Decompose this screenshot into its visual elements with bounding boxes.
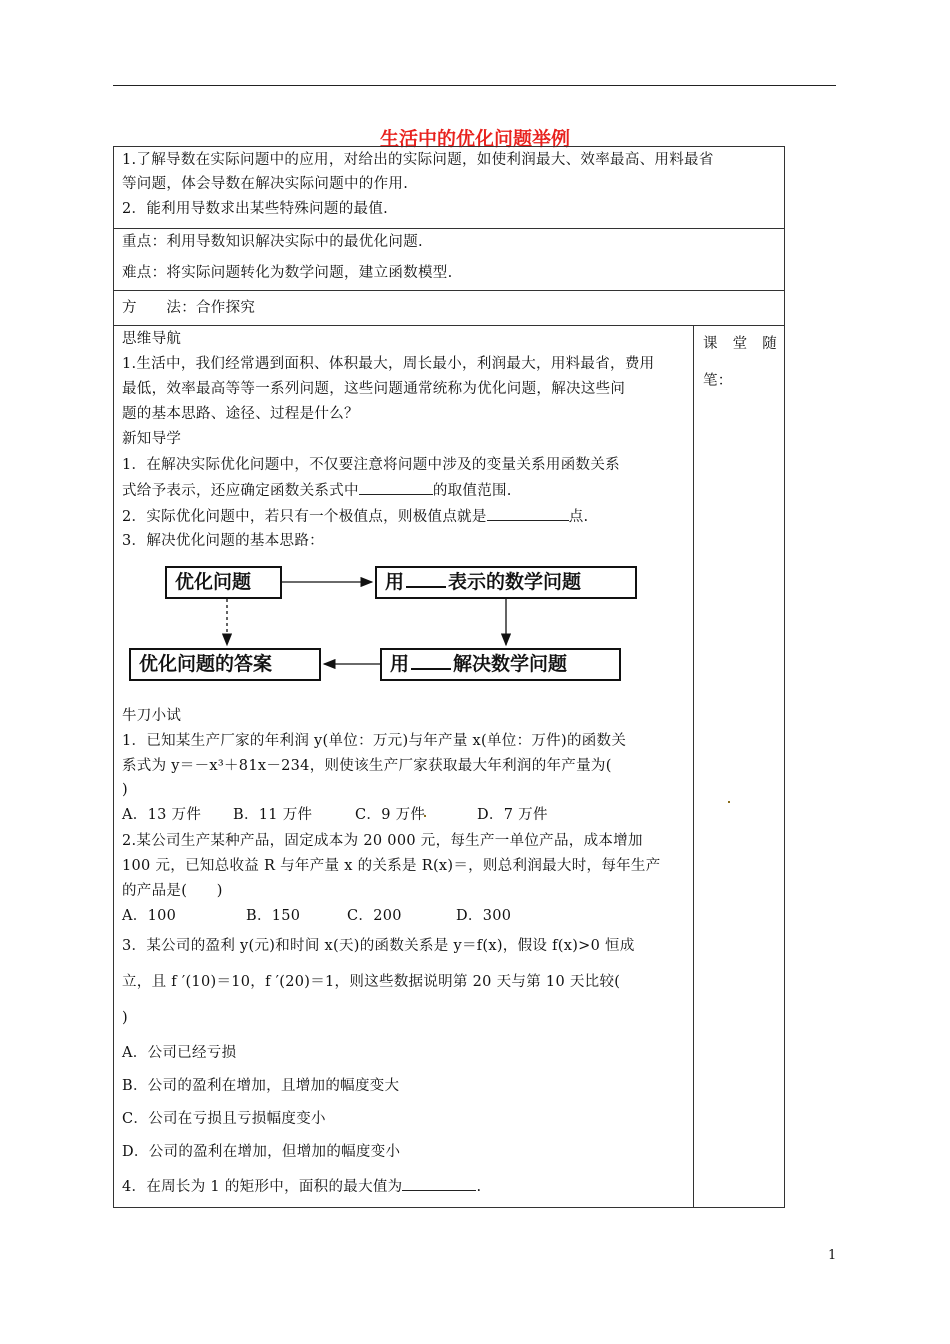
- option: B．11 万件: [233, 807, 313, 823]
- objective-line: 2．能利用导数求出某些特殊问题的最值.: [122, 201, 389, 217]
- thinking-line: 题的基本思路、途径、过程是什么？: [122, 406, 359, 422]
- method: 方 法：合作探究: [122, 300, 256, 316]
- knowledge-line: 3．解决优化问题的基本思路：: [122, 533, 324, 549]
- option: A．100: [122, 908, 177, 924]
- difficult-point: 难点：将实际问题转化为数学问题，建立函数模型.: [122, 265, 453, 281]
- question-line: 2.某公司生产某种产品，固定成本为 20 000 元，每生产一单位产品，成本增加: [122, 833, 643, 849]
- option: A．13 万件: [122, 807, 202, 823]
- option: D．7 万件: [477, 807, 548, 823]
- section-heading: 新知导学: [122, 431, 182, 447]
- option: C．公司在亏损且亏损幅度变小: [122, 1111, 326, 1127]
- flow-text: 表示的数学问题: [448, 571, 582, 593]
- option: D．公司的盈利在增加，但增加的幅度变小: [122, 1144, 401, 1160]
- knowledge-text: 2．实际优化问题中，若只有一个极值点，则极值点就是: [122, 509, 487, 525]
- question-line: [122, 1176, 687, 1197]
- objective-line: 1.了解导数在实际问题中的应用，对给出的实际问题，如使利润最大、效率最高、用料最省: [122, 152, 714, 168]
- flow-box-answer: 优化问题的答案: [129, 648, 321, 681]
- knowledge-text: 点.: [568, 509, 589, 525]
- knowledge-text: 式给予表示，还应确定函数关系式中: [122, 483, 359, 499]
- option: B．公司的盈利在增加，且增加的幅度变大: [122, 1078, 400, 1094]
- objective-line: 等问题，体会导数在解决实际问题中的作用.: [122, 176, 409, 192]
- question-line: 100 元，已知总收益 R 与年产量 x 的关系是 R(x)＝，则总利润最大时，每年生产: [122, 858, 661, 874]
- question-text: 4．在周长为 1 的矩形中，面积的最大值为: [122, 1179, 403, 1195]
- thinking-line: 1.生活中，我们经常遇到面积、体积最大，周长最小，利润最大，用料最省，费用: [122, 356, 655, 372]
- option: B．150: [246, 908, 301, 924]
- section-heading: 思维导航: [122, 331, 182, 347]
- question-text: .: [476, 1179, 482, 1195]
- flow-text: 用: [385, 571, 405, 593]
- option: D．300: [456, 908, 512, 924]
- fill-blank: [402, 1176, 476, 1191]
- flow-text: 解决数学问题: [453, 653, 568, 675]
- flow-box-problem: 优化问题: [165, 566, 282, 599]
- knowledge-text: 的取值范围.: [432, 483, 512, 499]
- knowledge-line: 1．在解决实际优化问题中，不仅要注意将问题中涉及的变量关系用函数关系: [122, 457, 620, 473]
- question-line: 3．某公司的盈利 y(元)和时间 x(天)的函数关系是 y＝f(x)，假设 f(x)>0 恒成: [122, 938, 635, 954]
- question-line: 的产品是( ): [122, 883, 223, 899]
- question-line: 系式为 y＝－x³＋81x－234，则使该生产厂家获取最大年利润的年产量为(: [122, 758, 612, 774]
- question-line: ): [122, 1010, 128, 1026]
- section-heading: 牛刀小试: [122, 708, 182, 724]
- page-number: 1: [828, 1248, 837, 1263]
- notes-label: 笔：: [703, 373, 733, 389]
- flow-text: 用: [390, 653, 410, 675]
- question-line: 1．已知某生产厂家的年利润 y(单位：万元)与年产量 x(单位：万件)的函数关: [122, 733, 627, 749]
- option: C．200: [347, 908, 402, 924]
- key-point: 重点：利用导数知识解决实际中的最优化问题.: [122, 234, 423, 250]
- option: C．9 万件: [355, 807, 426, 823]
- notes-label: 课 堂 随: [703, 336, 777, 352]
- question-line: ): [122, 782, 128, 798]
- page-title: 生活中的优化问题举例: [379, 128, 570, 150]
- option: A．公司已经亏损: [122, 1045, 237, 1061]
- question-line: 立，且 f ′(10)＝10，f ′(20)＝1，则这些数据说明第 20 天与第 10 天比较(: [122, 974, 621, 990]
- thinking-line: 最低，效率最高等等一系列问题，这些问题通常统称为优化问题，解决这些问: [122, 381, 626, 397]
